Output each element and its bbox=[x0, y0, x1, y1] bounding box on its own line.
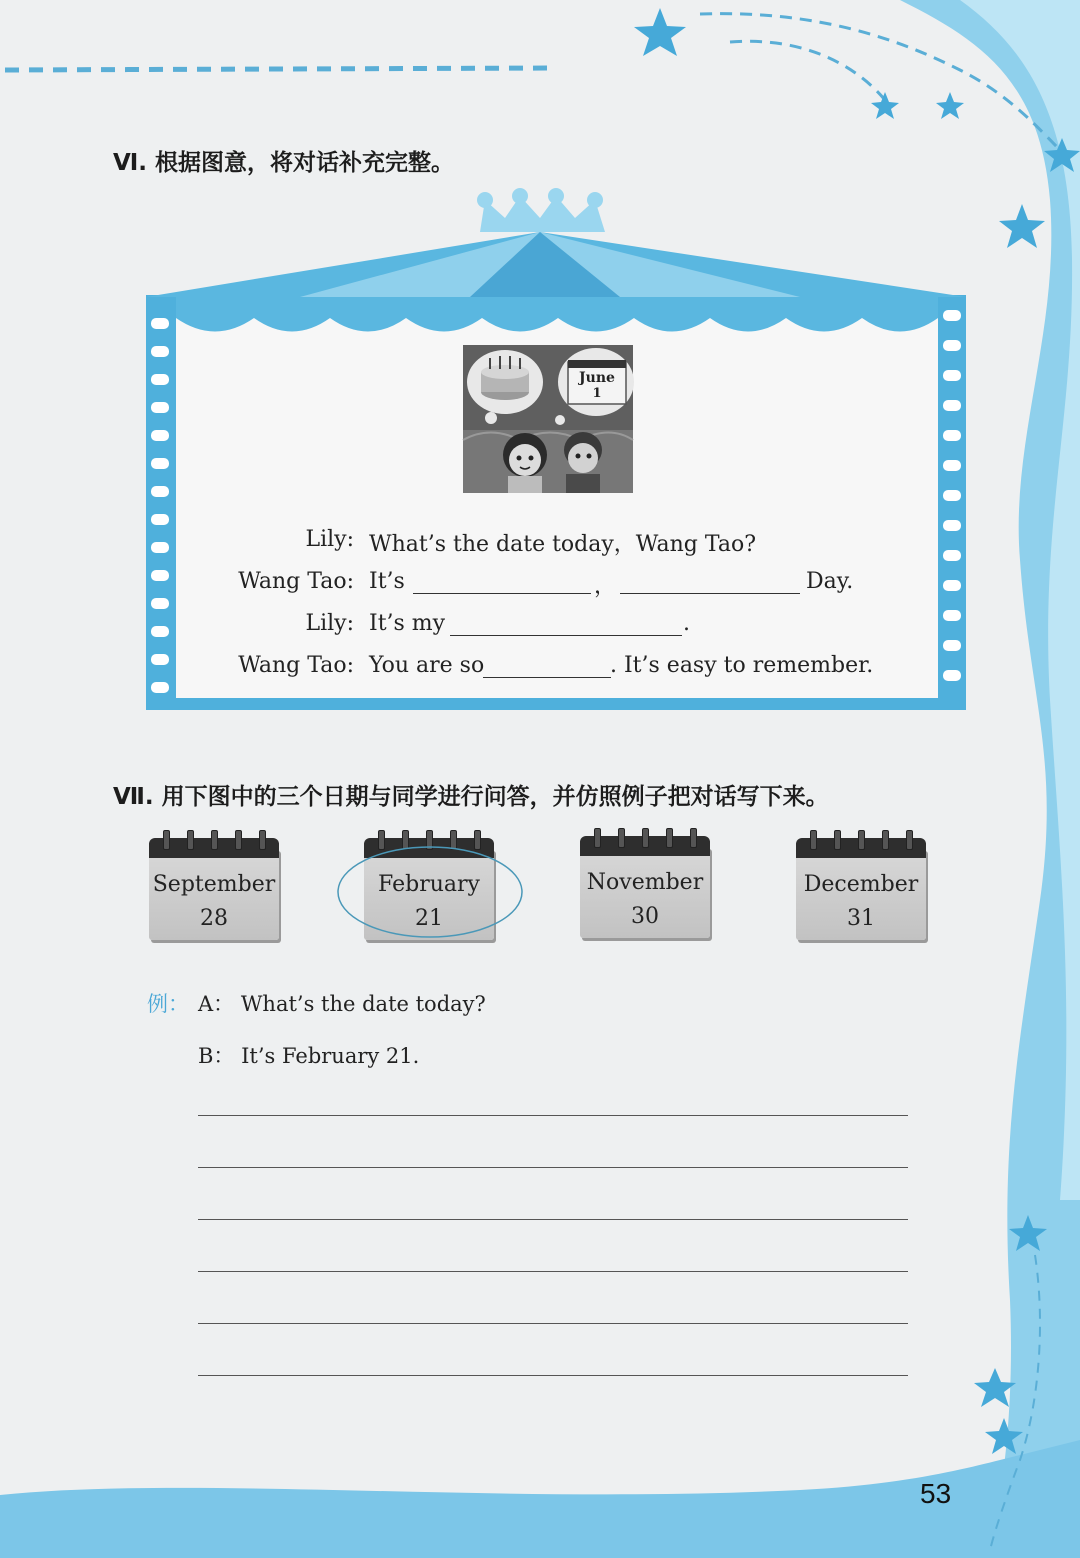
example-label: 例： bbox=[147, 992, 189, 1016]
speaker-wang-tao-2: Wang Tao: bbox=[238, 653, 354, 678]
speaker-lily-2: Lily: bbox=[305, 611, 354, 636]
writing-line-5[interactable] bbox=[198, 1323, 908, 1324]
speaker-wang-tao-1: Wang Tao: bbox=[238, 569, 354, 594]
section-7-title: Ⅶ. 用下图中的三个日期与同学进行问答，并仿照例子把对话写下来。 bbox=[113, 784, 829, 810]
right-wave-decoration bbox=[900, 0, 1080, 1558]
line-3-before: It’s my bbox=[369, 611, 446, 636]
line-4-after: . It’s easy to remember. bbox=[610, 653, 874, 678]
line-1-text: What’s the date today，Wang Tao? bbox=[369, 532, 756, 557]
line-2-after: Day. bbox=[806, 569, 854, 594]
page-number: 53 bbox=[920, 1478, 952, 1509]
calendar-month: September bbox=[152, 872, 276, 897]
line-2-before: It’s bbox=[369, 569, 405, 594]
calendar-december bbox=[796, 830, 926, 940]
writing-line-1[interactable] bbox=[198, 1115, 908, 1116]
writing-line-6[interactable] bbox=[198, 1375, 908, 1376]
speaker-lily-1: Lily: bbox=[305, 527, 354, 552]
crown-icon bbox=[480, 196, 605, 232]
calendar-day: 28 bbox=[200, 906, 228, 931]
picture-calendar-day: 1 bbox=[592, 386, 602, 401]
calendar-november bbox=[580, 828, 710, 938]
blank-4[interactable] bbox=[483, 655, 611, 678]
bottom-wave-decoration bbox=[0, 1440, 1080, 1558]
calendar-month: February bbox=[378, 872, 480, 897]
february-circle-mark bbox=[334, 842, 526, 942]
blank-2[interactable] bbox=[620, 571, 800, 594]
tent-bottom-border bbox=[176, 698, 938, 710]
star-trail-dashes-2 bbox=[730, 41, 885, 100]
blank-3[interactable] bbox=[450, 613, 682, 636]
calendar-month: December bbox=[803, 872, 919, 897]
picture-calendar-month: June bbox=[579, 370, 615, 386]
calendar-day: 21 bbox=[415, 906, 443, 931]
line-3-after: . bbox=[683, 611, 690, 636]
example-line-b: B： It’s February 21. bbox=[198, 1044, 420, 1068]
calendar-september bbox=[149, 830, 279, 940]
top-dashed-line bbox=[5, 68, 555, 70]
calendar-day: 31 bbox=[847, 906, 875, 931]
calendar-day: 30 bbox=[631, 904, 659, 929]
writing-line-2[interactable] bbox=[198, 1167, 908, 1168]
line-2-comma: ， bbox=[594, 574, 617, 599]
calendar-month: November bbox=[586, 870, 704, 895]
example-line-a: A： What’s the date today? bbox=[198, 992, 486, 1016]
kids-picture bbox=[463, 345, 634, 493]
line-4-before: You are so bbox=[369, 653, 485, 678]
writing-line-4[interactable] bbox=[198, 1271, 908, 1272]
blank-1[interactable] bbox=[413, 571, 591, 594]
writing-line-3[interactable] bbox=[198, 1219, 908, 1220]
section-6-title: Ⅵ. 根据图意，将对话补充完整。 bbox=[113, 150, 455, 176]
